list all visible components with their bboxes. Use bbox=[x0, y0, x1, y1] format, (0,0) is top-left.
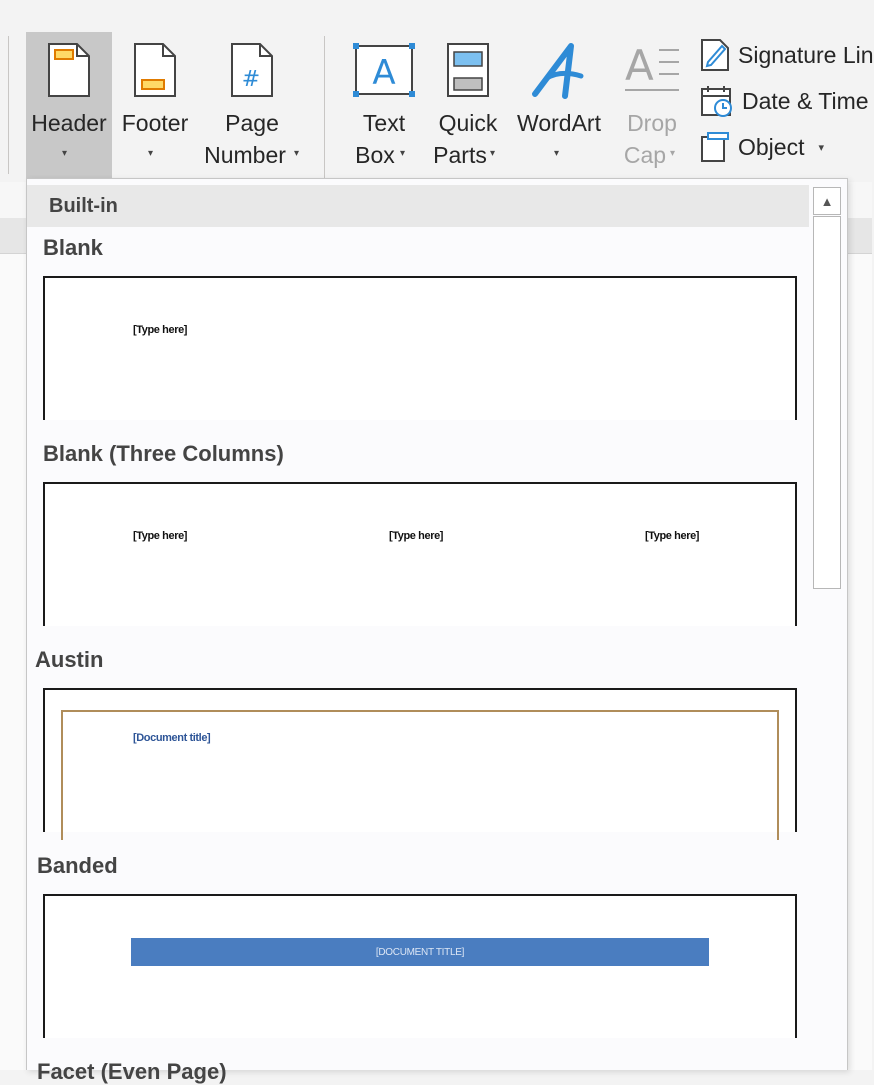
gallery-item-austin[interactable] bbox=[43, 688, 797, 832]
drop-cap-label-line1: Drop bbox=[627, 110, 677, 136]
header-label: Header bbox=[31, 110, 107, 136]
placeholder-text: [DOCUMENT TITLE] bbox=[375, 946, 465, 958]
footer-caret: ▾ bbox=[148, 148, 154, 159]
footer-label: Footer bbox=[121, 110, 189, 136]
gallery-category-header: Built-in bbox=[27, 185, 809, 227]
svg-text:#: # bbox=[241, 67, 261, 92]
drop-cap-icon bbox=[623, 42, 681, 96]
text-box-icon bbox=[352, 42, 416, 100]
object-button[interactable] bbox=[700, 128, 824, 166]
placeholder-text: [Type here] bbox=[133, 530, 188, 542]
page-number-label-line1: Page bbox=[225, 110, 279, 136]
drop-cap-label-line2: Cap bbox=[623, 142, 667, 168]
scroll-thumb[interactable] bbox=[813, 216, 841, 589]
svg-text:A: A bbox=[625, 41, 654, 90]
object-icon bbox=[700, 131, 730, 163]
gallery-item-title: Blank (Three Columns) bbox=[43, 441, 284, 466]
page-number-icon bbox=[230, 42, 274, 98]
text-box-caret: ▾ bbox=[400, 148, 406, 159]
gallery-item-title: Facet (Even Page) bbox=[37, 1059, 227, 1084]
placeholder-text: [Document title] bbox=[133, 732, 211, 744]
page-number-button[interactable] bbox=[196, 32, 308, 180]
wordart-caret: ▾ bbox=[554, 148, 560, 159]
scroll-up-arrow-icon: ▲ bbox=[820, 193, 834, 209]
object-label: Object bbox=[738, 133, 805, 160]
date-time-icon bbox=[700, 84, 734, 118]
gallery-scrollbar[interactable] bbox=[813, 187, 841, 1071]
banded-title-bar bbox=[131, 938, 709, 966]
date-time-button[interactable] bbox=[700, 82, 869, 120]
wordart-label: WordArt bbox=[517, 110, 601, 136]
quick-parts-button[interactable] bbox=[430, 32, 506, 180]
wordart-button[interactable] bbox=[510, 32, 608, 180]
ribbon-insert-panel bbox=[0, 0, 872, 182]
text-box-label-line1: Text bbox=[362, 110, 406, 136]
header-gallery-dropdown bbox=[26, 178, 848, 1084]
gallery-item-blank[interactable] bbox=[43, 276, 797, 420]
quick-parts-icon bbox=[446, 42, 490, 100]
gallery-item-blank-three-columns[interactable] bbox=[43, 482, 797, 626]
austin-border bbox=[61, 710, 779, 840]
signature-line-label: Signature Lin bbox=[738, 41, 874, 68]
gallery-item-title: Blank bbox=[43, 235, 103, 260]
signature-line-icon bbox=[700, 38, 730, 72]
group-separator bbox=[324, 36, 325, 178]
placeholder-text: [Type here] bbox=[133, 324, 188, 336]
quick-parts-caret: ▾ bbox=[490, 148, 496, 159]
page-number-label-line2: Number bbox=[204, 142, 286, 168]
header-caret: ▾ bbox=[62, 148, 68, 159]
wordart-icon bbox=[531, 40, 587, 102]
footer-icon bbox=[133, 42, 177, 98]
placeholder-text: [Type here] bbox=[645, 530, 700, 542]
svg-text:A: A bbox=[372, 53, 396, 93]
page-number-caret: ▾ bbox=[294, 148, 300, 159]
date-time-label: Date & Time bbox=[742, 87, 869, 114]
gallery-item-banded[interactable] bbox=[43, 894, 797, 1038]
footer-button[interactable] bbox=[116, 32, 194, 180]
header-button[interactable] bbox=[26, 32, 112, 180]
header-icon bbox=[47, 42, 91, 98]
placeholder-text: [Type here] bbox=[389, 530, 444, 542]
signature-line-button[interactable] bbox=[700, 36, 874, 74]
drop-cap-caret: ▾ bbox=[670, 148, 676, 159]
text-box-label-line2: Box bbox=[355, 142, 395, 168]
object-caret: ▾ bbox=[818, 141, 825, 154]
gallery-item-title: Banded bbox=[37, 853, 118, 878]
group-separator bbox=[8, 36, 9, 174]
quick-parts-label-line1: Quick bbox=[438, 110, 498, 136]
text-box-button[interactable] bbox=[344, 32, 424, 180]
quick-parts-label-line2: Parts bbox=[433, 142, 487, 168]
gallery-item-title: Austin bbox=[35, 647, 104, 672]
drop-cap-button[interactable] bbox=[614, 32, 690, 180]
scroll-up-button[interactable] bbox=[813, 187, 841, 215]
